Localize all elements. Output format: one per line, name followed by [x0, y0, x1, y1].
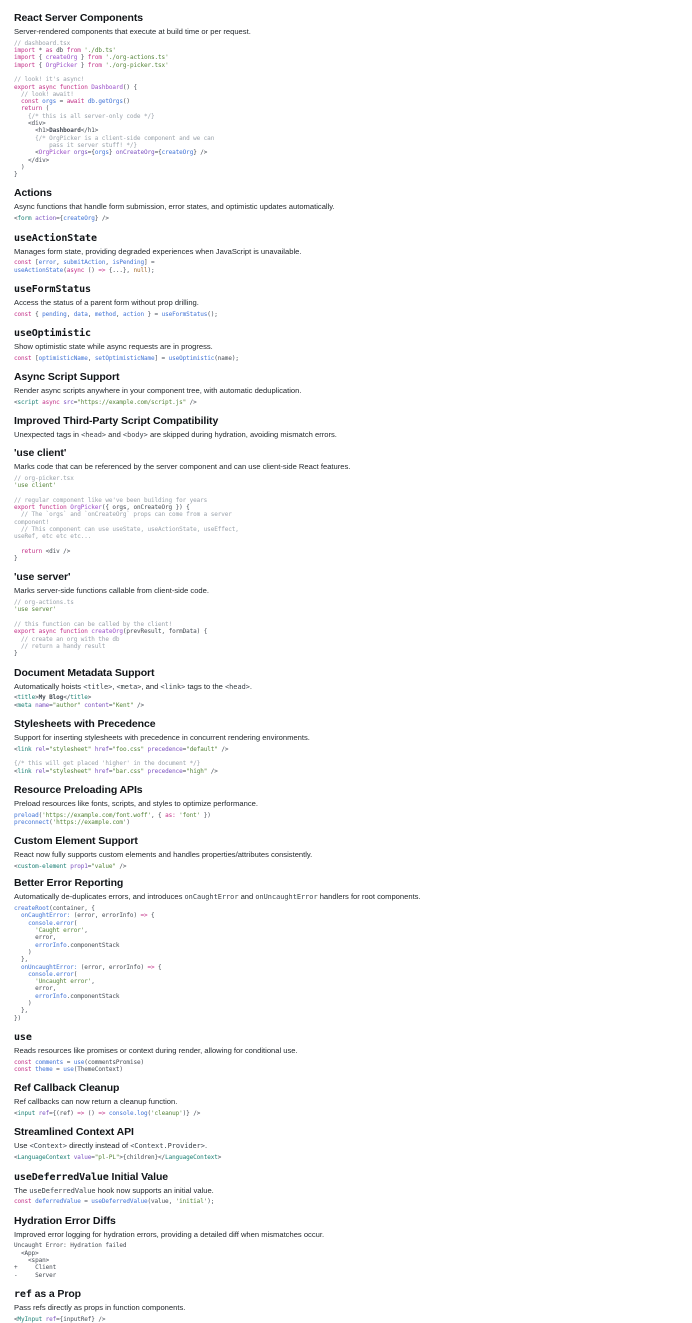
ref-callback-cleanup-code-block — [14, 1110, 421, 1117]
code-line: } — [14, 171, 18, 179]
code-line: // org-picker.tsx — [14, 474, 74, 482]
code-line: // look! it's async! — [14, 76, 85, 84]
use-hook-code-block — [14, 1059, 421, 1074]
ref-as-a-prop-code-block — [14, 1316, 421, 1323]
ref-as-a-prop-section — [14, 1288, 421, 1323]
use-deferred-value-initial-value-description — [14, 1186, 421, 1196]
description-text: Unexpected tags in — [14, 430, 82, 440]
description-text: , — [112, 681, 117, 691]
description-text: Access the status of a parent form without prop drilling. — [14, 297, 199, 307]
code-line: <MyInput ref={inputRef} /> — [14, 1315, 106, 1323]
description-text: Use — [14, 1141, 30, 1151]
title-text: as a Prop — [31, 1287, 81, 1300]
title-text: Async Script Support — [14, 371, 120, 384]
code-line: import { createOrg } from './org-actions.ts' — [14, 54, 169, 62]
description-text: Pass refs directly as props in function components. — [14, 1302, 186, 1312]
code-line: console.error( — [28, 919, 78, 927]
description-text: . — [204, 1141, 208, 1151]
custom-element-support-description — [14, 850, 421, 860]
resource-preloading-apis-section — [14, 784, 421, 826]
stylesheets-with-precedence-title — [14, 718, 421, 730]
better-error-reporting-title — [14, 877, 421, 889]
improved-third-party-script-compatibility-section — [14, 415, 421, 440]
code-line: <OrgPicker orgs={orgs} onCreateOrg={createOrg} /> — [14, 149, 208, 157]
code-line: {/* OrgPicker is a client-side component and we can — [14, 134, 215, 142]
code-line: errorInfo.componentStack — [35, 941, 120, 949]
code-line: export async function createOrg(prevResult, formData) { — [14, 628, 208, 636]
code-line: <h1>Dashboard</h1> — [14, 127, 99, 135]
code-line: // this function can be called by the client! — [14, 621, 173, 629]
description-text: Marks server-side functions callable from client-side code. — [14, 586, 209, 596]
code-line: export async function Dashboard() { — [14, 83, 137, 91]
code-line: onUncaughtError: (error, errorInfo) => { — [21, 963, 162, 971]
code-line: <title>My Blog</title> — [14, 694, 92, 702]
title-text: useOptimistic — [14, 328, 91, 340]
inline-code: onCaughtError — [184, 893, 239, 902]
inline-code: <link> — [160, 682, 186, 691]
use-deferred-value-initial-value-title — [14, 1171, 421, 1183]
use-deferred-value-initial-value-section — [14, 1171, 421, 1206]
use-hook-title — [14, 1031, 421, 1043]
code-line: return <div /> — [21, 547, 71, 555]
title-text: Document Metadata Support — [14, 666, 155, 679]
description-text: , and — [141, 681, 161, 691]
react-server-components-description — [14, 27, 421, 37]
ref-callback-cleanup-section — [14, 1082, 421, 1117]
code-line: }) — [14, 1014, 22, 1022]
code-line: console.error( — [28, 970, 78, 978]
actions-section — [14, 187, 421, 222]
description-text: . — [249, 681, 253, 691]
description-text: Show optimistic state while async requests are in progress. — [14, 342, 213, 352]
use-server-description — [14, 586, 421, 596]
use-hook-description — [14, 1046, 421, 1056]
title-text: Actions — [14, 187, 52, 200]
description-text: are skipped during hydration, avoiding mismatch errors. — [147, 430, 337, 440]
code-line — [14, 614, 421, 621]
stylesheets-with-precedence-section — [14, 718, 421, 775]
code-line: const { pending, data, method, action } = useFormStatus(); — [14, 310, 218, 318]
async-script-support-code-block — [14, 399, 421, 406]
code-line: const orgs = await db.getOrgs() — [21, 98, 130, 106]
use-action-state-code-block — [14, 259, 421, 274]
document-metadata-support-title — [14, 667, 421, 679]
custom-element-support-section — [14, 835, 421, 870]
code-line: }, — [14, 1007, 29, 1015]
code-line: <link rel="stylesheet" href="foo.css" precedence="default" /> — [14, 745, 229, 753]
code-line: // The `orgs` and `onCreateOrg` props can come from a server — [14, 511, 232, 519]
use-form-status-section — [14, 283, 421, 318]
code-line: 'Caught error', — [35, 927, 88, 935]
description-text: The — [14, 1185, 30, 1195]
code-line: + Client — [14, 1264, 57, 1272]
inline-code: <head> — [81, 431, 107, 440]
use-client-title — [14, 447, 421, 459]
title-text: Stylesheets with Precedence — [14, 717, 156, 730]
react-server-components-code-block — [14, 40, 421, 179]
description-text: and — [106, 430, 123, 440]
code-line: error, — [14, 934, 57, 942]
title-text: React Server Components — [14, 12, 143, 24]
code-line: export function OrgPicker({ orgs, onCreateOrg }) { — [14, 503, 190, 511]
code-line: <link rel="stylesheet" href="bar.css" precedence="high" /> — [14, 767, 218, 775]
title-text: 'use client' — [14, 447, 67, 459]
code-line: // This component can use useState, useActionState, useEffect, — [14, 525, 239, 533]
custom-element-support-title — [14, 835, 421, 847]
code-line: <custom-element prop1="value" /> — [14, 863, 127, 871]
streamlined-context-api-code-block — [14, 1154, 421, 1161]
actions-description — [14, 202, 421, 212]
react-server-components-title — [14, 12, 421, 24]
improved-third-party-script-compatibility-description — [14, 430, 421, 440]
use-client-code-block — [14, 475, 421, 563]
code-line: // look! await! — [14, 90, 74, 98]
inline-code: <head> — [225, 682, 250, 691]
streamlined-context-api-title — [14, 1126, 421, 1138]
inline-code: <body> — [122, 431, 148, 440]
code-line: // org-actions.ts — [14, 599, 74, 607]
inline-code: onUncaughtError — [255, 893, 318, 902]
code-line: ) — [14, 1000, 32, 1008]
improved-third-party-script-compatibility-title — [14, 415, 421, 427]
use-form-status-code-block — [14, 311, 421, 318]
code-line: const deferredValue = useDeferredValue(value, 'initial'); — [14, 1198, 215, 1206]
code-line: Uncaught Error: Hydration failed — [14, 1242, 127, 1250]
document-metadata-support-section — [14, 667, 421, 709]
code-line: import { OrgPicker } from './org-picker.tsx' — [14, 61, 169, 69]
description-text: Manages form state, providing degraded experiences when JavaScript is unavailable. — [14, 246, 302, 256]
ref-callback-cleanup-title — [14, 1082, 421, 1094]
use-client-section — [14, 447, 421, 562]
async-script-support-title — [14, 371, 421, 383]
description-text: and — [238, 892, 256, 902]
document-metadata-support-description — [14, 682, 421, 692]
code-line — [14, 69, 421, 76]
better-error-reporting-section — [14, 877, 421, 1022]
title-text: useDeferredValue — [14, 1171, 109, 1183]
use-server-title — [14, 571, 421, 583]
description-text: Server-rendered components that execute at build time or per request. — [14, 27, 251, 36]
use-optimistic-title — [14, 327, 421, 339]
ref-as-a-prop-title — [14, 1288, 421, 1300]
use-action-state-title — [14, 232, 421, 244]
code-line: } — [14, 555, 18, 563]
code-line: ) — [14, 163, 25, 171]
description-text: Ref callbacks can now return a cleanup function. — [14, 1097, 178, 1107]
description-text: Improved error logging for hydration errors, providing a detailed diff when mismatches occur. — [14, 1229, 325, 1239]
actions-title — [14, 187, 421, 199]
hydration-error-diffs-description — [14, 1230, 421, 1240]
code-line — [14, 489, 421, 496]
use-optimistic-code-block — [14, 355, 421, 362]
actions-code-block — [14, 215, 421, 222]
use-action-state-section — [14, 232, 421, 274]
streamlined-context-api-description — [14, 1141, 421, 1151]
use-optimistic-description — [14, 342, 421, 352]
custom-element-support-code-block — [14, 863, 421, 870]
description-text: tags to the — [185, 681, 225, 691]
use-deferred-value-initial-value-code-block — [14, 1198, 421, 1205]
title-text: Resource Preloading APIs — [14, 783, 143, 796]
resource-preloading-apis-description — [14, 799, 421, 809]
description-text: Reads resources like promises or context during render, allowing for conditional use. — [14, 1045, 298, 1055]
inline-code: useDeferredValue — [29, 1186, 96, 1195]
column-3 — [14, 877, 421, 1323]
code-line: } — [14, 650, 18, 658]
title-text: Initial Value — [108, 1170, 169, 1183]
title-text: use — [14, 1031, 32, 1043]
title-text: Better Error Reporting — [14, 877, 124, 890]
code-line: error, — [14, 985, 57, 993]
code-line: const comments = use(commentsPromise) — [14, 1058, 144, 1066]
code-line: return ( — [21, 105, 50, 113]
code-line: <LanguageContext value="pl-PL">{children}</LanguageContext> — [14, 1154, 222, 1162]
code-line: // dashboard.tsx — [14, 39, 71, 47]
use-optimistic-section — [14, 327, 421, 362]
code-line: </div> — [14, 156, 50, 164]
description-text: Render async scripts anywhere in your component tree, with automatic deduplication. — [14, 386, 302, 396]
code-line: <div> — [14, 120, 46, 128]
code-line: // create an org with the db — [14, 635, 120, 643]
code-line: component! — [14, 518, 50, 526]
code-line: - Server — [14, 1271, 57, 1279]
description-text: handlers for root components. — [317, 892, 421, 902]
description-text: Preload resources like fonts, scripts, and styles to optimize performance. — [14, 798, 258, 808]
better-error-reporting-code-block — [14, 905, 421, 1022]
react-server-components-section — [14, 12, 421, 178]
column-2 — [14, 447, 421, 870]
stylesheets-with-precedence-code-block — [14, 746, 421, 775]
description-text: Automatically hoists — [14, 681, 84, 691]
description-text: hook now supports an initial value. — [95, 1185, 214, 1195]
column-1 — [14, 12, 421, 440]
code-line: preconnect('https://example.com') — [14, 819, 130, 826]
title-text: ref — [14, 1288, 32, 1300]
inline-code: <title> — [83, 682, 113, 691]
description-text: Async functions that handle form submission, error states, and optimistic updates automatically. — [14, 202, 335, 212]
code-line: <meta name="author" content="Kent" /> — [14, 701, 145, 709]
hydration-error-diffs-code-block — [14, 1242, 421, 1278]
streamlined-context-api-section — [14, 1126, 421, 1161]
resource-preloading-apis-title — [14, 784, 421, 796]
code-line: <App> — [14, 1249, 39, 1257]
code-line: useRef, etc etc etc... — [14, 533, 92, 541]
title-text: Hydration Error Diffs — [14, 1214, 116, 1227]
code-line: 'use server' — [14, 606, 57, 614]
title-text: Custom Element Support — [14, 835, 138, 848]
use-client-description — [14, 462, 421, 472]
title-text: 'use server' — [14, 571, 71, 584]
title-text: Improved Third-Party Script Compatibility — [14, 415, 219, 428]
code-line: const [optimisticName, setOptimisticName] = useOptimistic(name); — [14, 354, 239, 362]
use-action-state-description — [14, 247, 421, 257]
title-text: useActionState — [14, 232, 97, 244]
code-line: // return a handy result — [14, 642, 106, 650]
use-server-code-block — [14, 599, 421, 657]
code-line: import * as db from './db.ts' — [14, 47, 116, 55]
code-line: useActionState(async () => {...}, null); — [14, 266, 155, 274]
code-line: <input ref={(ref) => () => console.log('cleanup')} /> — [14, 1110, 201, 1118]
use-server-section — [14, 571, 421, 657]
code-line: ) — [14, 948, 32, 956]
description-text: Marks code that can be referenced by the server component and can use client-side React features. — [14, 462, 351, 471]
code-line: const theme = use(ThemeContext) — [14, 1066, 123, 1074]
title-text: Streamlined Context API — [14, 1126, 134, 1139]
code-line: <span> — [14, 1257, 50, 1264]
code-line — [14, 540, 421, 547]
code-line: preload('https://example.com/font.woff', { as: 'font' }) — [14, 811, 211, 819]
code-line: // regular component like we've been building for years — [14, 496, 208, 504]
code-line: errorInfo.componentStack — [35, 992, 120, 1000]
code-line: 'Uncaught error', — [35, 978, 95, 986]
async-script-support-description — [14, 386, 421, 396]
code-line: <form action={createOrg} /> — [14, 215, 109, 223]
inline-code: <meta> — [116, 682, 142, 691]
description-text: Support for inserting stylesheets with precedence in concurrent rendering environments. — [14, 732, 310, 742]
title-text: useFormStatus — [14, 283, 91, 295]
async-script-support-section — [14, 371, 421, 406]
use-form-status-title — [14, 283, 421, 295]
inline-code: <Context> — [29, 1142, 67, 1151]
code-line — [14, 753, 421, 760]
code-line: createRoot(container, { — [14, 905, 95, 913]
code-line: {/* this will get placed 'higher' in the document */} — [14, 760, 201, 768]
hydration-error-diffs-section — [14, 1215, 421, 1279]
description-text: Automatically de-duplicates errors, and introduces — [14, 892, 185, 902]
code-line: }, — [14, 956, 29, 964]
ref-callback-cleanup-description — [14, 1097, 421, 1107]
stylesheets-with-precedence-description — [14, 733, 421, 743]
use-form-status-description — [14, 298, 421, 308]
resource-preloading-apis-code-block — [14, 812, 421, 827]
description-text: React now fully supports custom elements and handles properties/attributes consistently. — [14, 850, 313, 860]
inline-code: <Context.Provider> — [130, 1142, 205, 1151]
title-text: Ref Callback Cleanup — [14, 1082, 120, 1095]
code-line: {/* this is all server-only code */} — [14, 112, 155, 120]
ref-as-a-prop-description — [14, 1303, 421, 1313]
description-text: directly instead of — [66, 1141, 131, 1151]
code-line: <script async src="https://example.com/script.js" /> — [14, 398, 197, 406]
document-metadata-support-code-block — [14, 694, 421, 709]
code-line: onCaughtError: (error, errorInfo) => { — [21, 912, 155, 920]
use-hook-section — [14, 1031, 421, 1073]
cheatsheet-columns — [14, 10, 421, 1323]
code-line: pass it server stuff! */} — [14, 141, 137, 149]
hydration-error-diffs-title — [14, 1215, 421, 1227]
better-error-reporting-description — [14, 892, 421, 902]
code-line: 'use client' — [14, 482, 57, 490]
code-line: const [error, submitAction, isPending] = — [14, 259, 155, 267]
